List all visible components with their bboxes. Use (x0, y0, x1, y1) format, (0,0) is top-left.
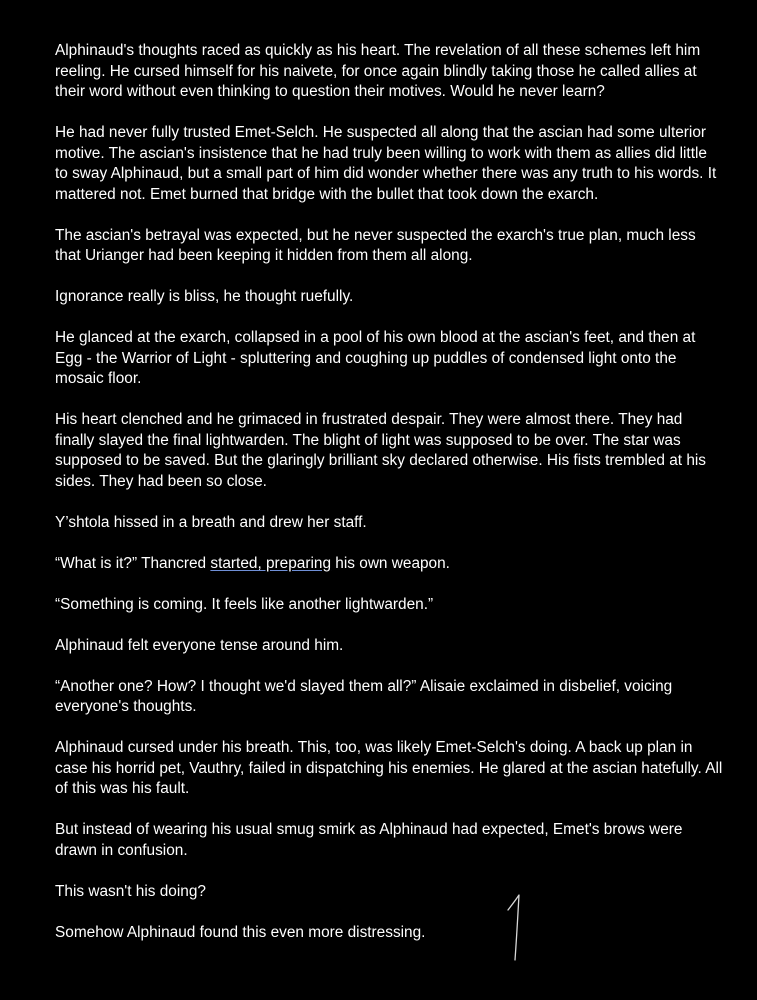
thancred-line-after: his own weapon. (331, 554, 450, 572)
paragraph-7: Y’shtola hissed in a breath and drew her staff. (55, 513, 367, 531)
story-text (55, 41, 723, 964)
paragraph-13: But instead of wearing his usual smug smirk as Alphinaud had expected, Emet's brows were drawn in confusion. (55, 821, 683, 859)
handwritten-page-number (505, 892, 525, 962)
paragraph-4: Ignorance really is bliss, he thought ruefully. (55, 288, 354, 305)
paragraph-10: Alphinaud felt everyone tense around him. (55, 636, 344, 654)
paragraph-thancred (55, 554, 723, 575)
thancred-line-underlined: started, preparing (210, 554, 332, 572)
paragraph-6: His heart clenched and he grimaced in frustrated despair. They were almost there. They had finally slayed the final lightwarden. The blight of light was supposed to be over. The star was supposed to be saved. But the glaringly brilliant sky declared otherwise. His fists trembled at his sides. They had been so close. (55, 411, 707, 490)
paragraph-2: He had never fully trusted Emet-Selch. He suspected all along that the ascian had some ulterior motive. The ascian's insistence that he had truly been willing to work with them as allies did little to sway Alphinaud, but a small part of him did wonder whether there was any truth to his words. It mattered not. Emet burned that bridge with the bullet that took down the exarch. (55, 124, 717, 203)
paragraph-3: The ascian's betrayal was expected, but he never suspected the exarch's true plan, much less that Urianger had been keeping it hidden from them all along. (55, 226, 696, 264)
paragraph-12: Alphinaud cursed under his breath. This, too, was likely Emet-Selch's doing. A back up plan in case his horrid pet, Vauthry, failed in dispatching his enemies. He glared at the ascian hatefully. All of this was his fault. (55, 739, 723, 797)
paragraph-1: Alphinaud's thoughts raced as quickly as his heart. The revelation of all these schemes left him reeling. He cursed himself for his naivete, for once again blindly taking those he called allies at their word without even thinking to question their motives. Would he never learn? (55, 42, 701, 100)
thancred-line-before: “What is it?” Thancred (55, 554, 211, 572)
paragraph-15: Somehow Alphinaud found this even more distressing. (55, 923, 426, 941)
paragraph-5: He glanced at the exarch, collapsed in a pool of his own blood at the ascian's feet, and then at Egg - the Warrior of Light - spluttering and coughing up puddles of condensed light onto the mosaic floor. (55, 329, 696, 387)
paragraph-9: “Something is coming. It feels like another lightwarden.” (55, 595, 434, 613)
paragraph-14: This wasn't his doing? (55, 882, 206, 900)
paragraph-11: “Another one? How? I thought we'd slayed them all?” Alisaie exclaimed in disbelief, voicing everyone's thoughts. (55, 677, 673, 715)
